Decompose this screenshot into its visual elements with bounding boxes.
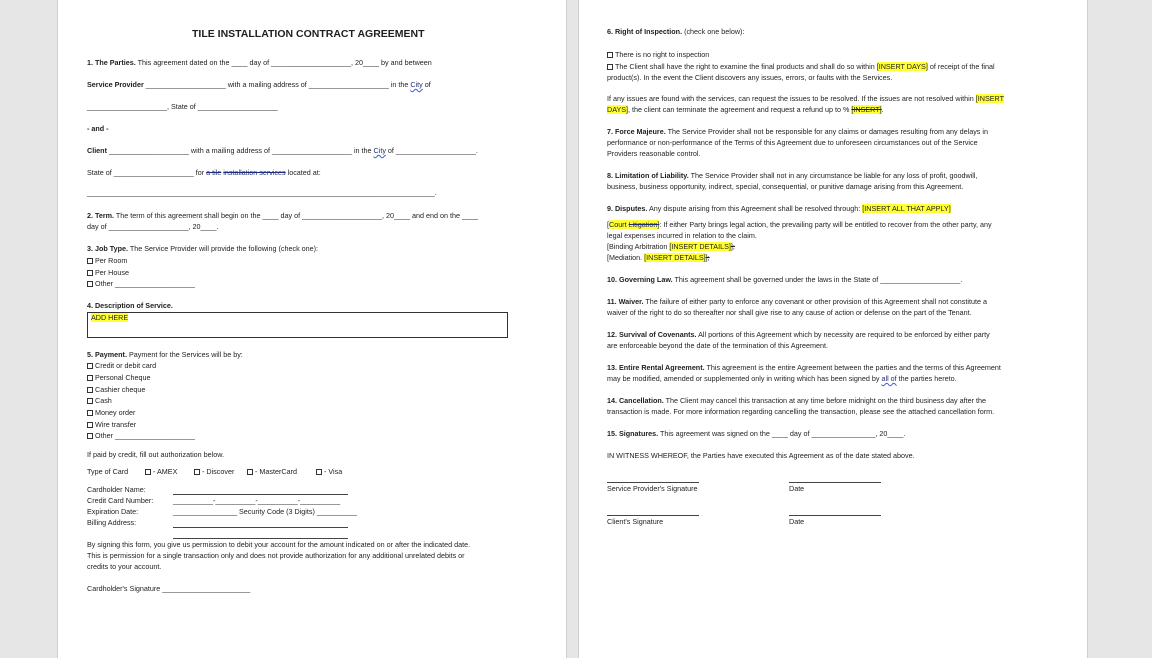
signature-line bbox=[607, 515, 699, 516]
checkbox-option[interactable]: Other ____________________ bbox=[87, 279, 195, 289]
waiver-2: waiver of the right to do so thereafter nor shall give rise to any cause of action or defense on the part of the Tenant. bbox=[607, 308, 972, 317]
waiver-1: 11. Waiver. The failure of either party to enforce any covenant or other provision of this Agreement shall not constitute a bbox=[607, 297, 987, 306]
survival-2: are enforceable beyond the date of the termination of this Agreement. bbox=[607, 341, 828, 350]
page-title: TILE INSTALLATION CONTRACT AGREEMENT bbox=[192, 28, 425, 40]
tracked-deletion[interactable]: Litigation] bbox=[628, 220, 660, 229]
card-number-label: Credit Card Number: bbox=[87, 496, 154, 505]
checkbox-option[interactable]: Per House bbox=[87, 268, 129, 278]
checkbox-icon[interactable] bbox=[145, 469, 151, 475]
cardholder-signature: Cardholder's Signature ______________________ bbox=[87, 584, 251, 593]
document-page-left bbox=[57, 0, 567, 658]
checkbox-option[interactable]: Cashier cheque bbox=[87, 385, 145, 395]
disputes-mediation: [Mediation. [INSERT DETAILS]]; bbox=[607, 253, 710, 262]
disputes-court-1: [Court Litigation]: If either Party brings legal action, the prevailing party will be entitled to recover from the other party, any bbox=[607, 220, 992, 229]
force-majeure-1: 7. Force Majeure. The Service Provider shall not be responsible for any claims or damages resulting from any delays in bbox=[607, 127, 988, 136]
expiration-label: Expiration Date: bbox=[87, 507, 139, 516]
document-page-right bbox=[578, 0, 1088, 658]
tracked-deletion[interactable]: a tile bbox=[206, 168, 222, 177]
tracked-deletion[interactable]: installation services bbox=[223, 168, 286, 177]
entire-agreement-1: 13. Entire Rental Agreement. This agreement is the entire Agreement between the parties and the terms of this Agreement bbox=[607, 363, 1001, 372]
card-number-field[interactable]: __________-__________-__________-__________ bbox=[173, 496, 341, 505]
liability-2: business, business opportunity, indirect, special, consequential, or punitive damage arising from this Agreement. bbox=[607, 182, 964, 191]
signatures-section: 15. Signatures. This agreement was signed on the ____ day of ________________, 20____. bbox=[607, 429, 906, 438]
force-majeure-2: performance or non-performance of the Terms of this Agreement due to unforeseen circumstances out of the Service bbox=[607, 138, 978, 147]
checkbox-option[interactable]: Other ____________________ bbox=[87, 431, 195, 441]
governing-law: 10. Governing Law. This agreement shall be governed under the laws in the State of ____________________. bbox=[607, 275, 963, 284]
section-payment: 5. Payment. Payment for the Services will be by: bbox=[87, 350, 243, 359]
description-placeholder: ADD HERE bbox=[91, 313, 129, 322]
checkbox-icon[interactable] bbox=[87, 281, 93, 287]
billing-address-field-2[interactable] bbox=[173, 529, 348, 539]
card-type-option[interactable]: - Discover bbox=[194, 467, 234, 477]
spellcheck-word[interactable]: City bbox=[410, 80, 423, 89]
service-provider-line: Service Provider ____________________ with a mailing address of ____________________ in the City of bbox=[87, 80, 431, 89]
checkbox-icon[interactable] bbox=[607, 64, 613, 70]
client-signature-label: Client's Signature bbox=[607, 517, 664, 526]
checkbox-option[interactable]: Personal Cheque bbox=[87, 373, 151, 383]
survival-1: 12. Survival of Covenants. All portions of this Agreement which by necessity are required to be enforced by either party bbox=[607, 330, 990, 339]
section-inspection: 6. Right of Inspection. (check one below): bbox=[607, 27, 745, 36]
checkbox-icon[interactable] bbox=[194, 469, 200, 475]
entire-agreement-2: may be modified, amended or supplemented only in writing which has been signed by all of the parties hereto. bbox=[607, 374, 957, 383]
description-text-box[interactable] bbox=[87, 312, 508, 338]
checkbox-option[interactable]: Wire transfer bbox=[87, 420, 136, 430]
issues-line-2: DAYS], the client can terminate the agreement and request a refund up to % [INSERT]. bbox=[607, 105, 884, 114]
card-type-option[interactable]: - Visa bbox=[316, 467, 342, 477]
section-term-line1: 2. Term. The term of this agreement shall begin on the ____ day of ____________________, 20____ and end on the ____ bbox=[87, 211, 478, 220]
checkbox-icon[interactable] bbox=[247, 469, 253, 475]
section-parties-line1: 1. The Parties. This agreement dated on the ____ day of ____________________, 20____ by and between bbox=[87, 58, 432, 67]
issues-line-1: If any issues are found with the services, can request the issues to be resolved. If the issues are not resolved within [INSERT bbox=[607, 94, 1004, 103]
checkbox-option[interactable]: Money order bbox=[87, 408, 135, 418]
checkbox-option[interactable]: Cash bbox=[87, 396, 112, 406]
authorization-text-2: This is permission for a single transaction only and does not provide authorization for any additional unrelated debits or bbox=[87, 551, 465, 560]
witness-statement: IN WITNESS WHEREOF, the Parties have executed this Agreement as of the date stated above. bbox=[607, 451, 915, 460]
liability-1: 8. Limitation of Liability. The Service Provider shall not in any circumstance be liable for any loss of profit, goodwill, bbox=[607, 171, 978, 180]
cancellation-1: 14. Cancellation. The Client may cancel this transaction at any time before midnight on the third business day after the bbox=[607, 396, 987, 405]
disputes-heading: 9. Disputes. Any dispute arising from this Agreement shall be resolved through: [INSERT ALL THAT APPLY] bbox=[607, 204, 951, 213]
card-type-label: Type of Card bbox=[87, 467, 129, 476]
inspection-text-line: product(s). In the event the Client discovers any issues, errors, or faults with the Services. bbox=[607, 73, 893, 82]
client-state-line: State of ____________________ for a tile installation services located at: bbox=[87, 168, 321, 177]
cardholder-name-label: Cardholder Name: bbox=[87, 485, 146, 494]
spellcheck-word[interactable]: City bbox=[373, 146, 386, 155]
billing-address-field[interactable] bbox=[173, 518, 348, 528]
checkbox-icon[interactable] bbox=[607, 52, 613, 58]
checkbox-icon[interactable] bbox=[87, 422, 93, 428]
billing-address-label: Billing Address: bbox=[87, 518, 137, 527]
card-type-option[interactable]: - MasterCard bbox=[247, 467, 297, 477]
disputes-arbitration: [Binding Arbitration [INSERT DETAILS]]; bbox=[607, 242, 735, 251]
card-type-option[interactable]: - AMEX bbox=[145, 467, 177, 477]
signature-line bbox=[607, 482, 699, 483]
cardholder-name-field[interactable] bbox=[173, 485, 348, 495]
checkbox-option[interactable]: Per Room bbox=[87, 256, 127, 266]
located-line: _______________________________________________________________________________________. bbox=[87, 188, 437, 197]
date-line bbox=[789, 482, 881, 483]
checkbox-option[interactable]: Credit or debit card bbox=[87, 361, 156, 371]
service-provider-signature-label: Service Provider's Signature bbox=[607, 484, 698, 493]
expiration-field[interactable]: ________________ Security Code (3 Digits) __________ bbox=[173, 507, 357, 516]
section-heading: 1. The Parties. bbox=[87, 58, 136, 67]
client-line: Client ____________________ with a mailing address of ____________________ in the City of ____________________. bbox=[87, 146, 478, 155]
force-majeure-3: Providers reasonable control. bbox=[607, 149, 701, 158]
checkbox-icon[interactable] bbox=[87, 270, 93, 276]
checkbox-icon[interactable] bbox=[87, 387, 93, 393]
checkbox-icon[interactable] bbox=[87, 410, 93, 416]
cancellation-2: transaction is made. For more information regarding cancelling the transaction, please see the attached cancellation form. bbox=[607, 407, 995, 416]
section-job-type: 3. Job Type. The Service Provider will provide the following (check one): bbox=[87, 244, 319, 253]
checkbox-icon[interactable] bbox=[87, 375, 93, 381]
and-separator: - and - bbox=[87, 124, 109, 133]
credit-intro: If paid by credit, fill out authorization below. bbox=[87, 450, 225, 459]
checkbox-icon[interactable] bbox=[87, 398, 93, 404]
section-description-heading: 4. Description of Service. bbox=[87, 301, 173, 310]
date-label: Date bbox=[789, 517, 805, 526]
authorization-text-1: By signing this form, you give us permission to debit your account for the amount indicated on or after the indicated date. bbox=[87, 540, 471, 549]
checkbox-icon[interactable] bbox=[87, 258, 93, 264]
state-line: ____________________, State of ____________________ bbox=[87, 102, 278, 111]
checkbox-option[interactable]: There is no right to inspection bbox=[607, 50, 709, 60]
checkbox-icon[interactable] bbox=[316, 469, 322, 475]
date-label: Date bbox=[789, 484, 805, 493]
disputes-court-2: legal expenses incurred in relation to the claim. bbox=[607, 231, 757, 240]
section-term-line2: day of ____________________, 20____. bbox=[87, 222, 219, 231]
checkbox-icon[interactable] bbox=[87, 363, 93, 369]
checkbox-option[interactable]: The Client shall have the right to examine the final products and shall do so within [INSERT DAYS] of receipt of the final bbox=[607, 62, 995, 72]
spellcheck-word[interactable]: all of bbox=[881, 374, 897, 383]
date-line bbox=[789, 515, 881, 516]
checkbox-icon[interactable] bbox=[87, 433, 93, 439]
authorization-text-3: credits to your account. bbox=[87, 562, 162, 571]
